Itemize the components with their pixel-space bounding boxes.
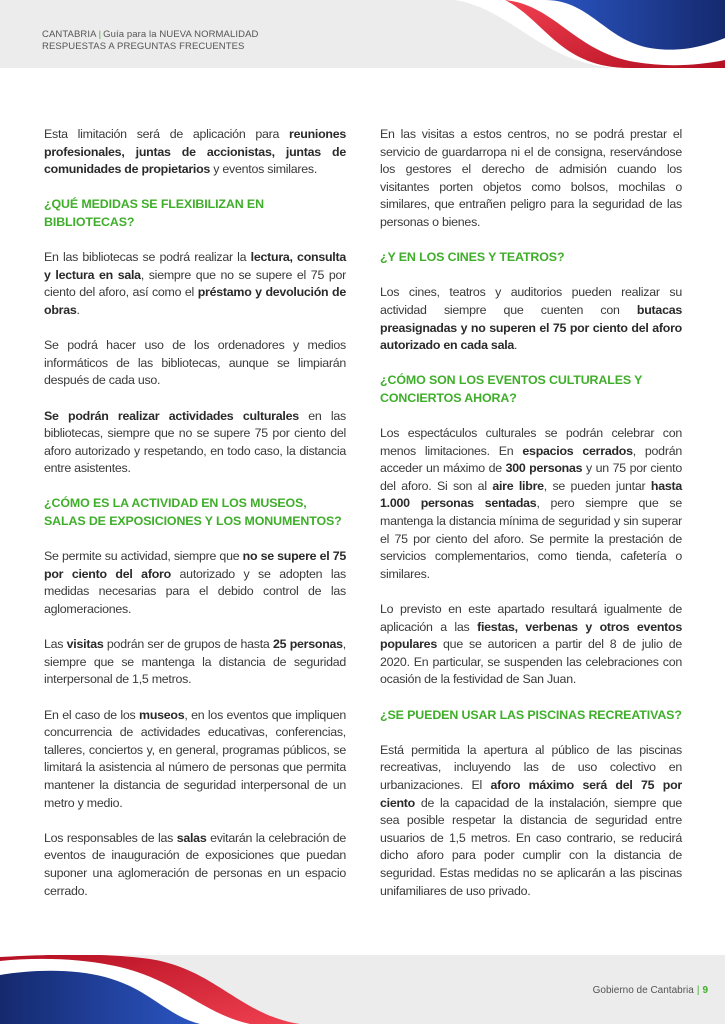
section-heading-cines-teatros: ¿Y EN LOS CINES Y TEATROS? <box>380 250 565 265</box>
paragraph: Esta limitación será de aplicación para reuniones profesionales, juntas de accionistas, juntas de comunidades de propietarios y eventos similares. <box>44 127 346 177</box>
header-subtitle: RESPUESTAS A PREGUNTAS FRECUENTES <box>42 41 245 52</box>
header-guide-title: Guía para la NUEVA NORMALIDAD <box>103 29 259 40</box>
left-column <box>44 126 346 918</box>
paragraph: En el caso de los museos, en los eventos que impliquen concurrencia de actividades educativas, conferencias, talleres, conciertos y, en general, programas públicos, se limitará la asistencia al número de personas que permita mantener la distancia de seguridad interpersonal de un metro y medio. <box>44 707 346 810</box>
header-brand: CANTABRIA <box>42 29 97 40</box>
paragraph: En las visitas a estos centros, no se podrá prestar el servicio de guardarropa ni el de consigna, reservándose los gestores el derecho de admisión cuando los visitantes porten objetos como bolsos, mochilas o similares, que entrañen peligro para la seguridad de las personas o bienes. <box>380 127 682 229</box>
paragraph: Los responsables de las salas evitarán la celebración de eventos de inauguración de exposiciones que puedan suponer una aglomeración de personas en un espacio cerrado. <box>44 830 346 898</box>
paragraph: Los cines, teatros y auditorios pueden realizar su actividad siempre que cuenten con butacas preasignadas y no superen el 75 por ciento del aforo autorizado en cada sala. <box>380 285 682 353</box>
header-separator: | <box>98 29 102 40</box>
paragraph: Los espectáculos culturales se podrán celebrar con menos limitaciones. En espacios cerrados, podrán acceder un máximo de 300 personas y un 75 por ciento del aforo. Si son al aire libre, se pueden juntar hasta 1.000 personas sentadas, pero siempre que se mantenga la distancia mínima de seguridad y sin superar el 75 por ciento del aforo. Se permite la prestación de servicios complementarios, como tienda, cafetería o similares. <box>380 426 683 581</box>
section-heading-museos: ¿CÓMO ES LA ACTIVIDAD EN LOS MUSEOS, SALAS DE EXPOSICIONES Y LOS MONUMENTOS? <box>44 496 342 529</box>
page-footer <box>0 955 725 1024</box>
section-heading-bibliotecas: ¿QUÉ MEDIDAS SE FLEXIBILIZAN EN BIBLIOTECAS? <box>44 197 264 229</box>
page-number: 9 <box>702 985 708 996</box>
header-flag-wave-decoration <box>395 0 725 68</box>
paragraph: Las visitas podrán ser de grupos de hasta 25 personas, siempre que se mantenga la distancia de seguridad interpersonal de 1,5 metros. <box>44 637 346 687</box>
right-column <box>380 126 682 918</box>
header-text <box>42 29 258 53</box>
section-heading-piscinas: ¿SE PUEDEN USAR LAS PISCINAS RECREATIVAS? <box>380 707 682 722</box>
section-heading-eventos-culturales: ¿CÓMO SON LOS EVENTOS CULTURALES Y CONCIERTOS AHORA? <box>380 373 643 405</box>
paragraph: Lo previsto en este apartado resultará igualmente de aplicación a las fiestas, verbenas y otros eventos populares que se autoricen a partir del 8 de julio de 2020. En particular, se suspenden las celebraciones con ocasión de la festividad de San Juan. <box>380 602 682 687</box>
footer-org-name: Gobierno de Cantabria <box>592 985 694 996</box>
footer-flag-wave-decoration <box>0 955 330 1024</box>
page-header <box>0 0 725 68</box>
footer-text <box>593 985 708 996</box>
paragraph: Está permitida la apertura al público de las piscinas recreativas, incluyendo las de uso colectivo en urbanizaciones. El aforo máximo será del 75 por ciento de la capacidad de la instalación, siempre que sea posible respetar la distancia de seguridad entre usuarios de 1,5 metros. En caso contrario, se reducirá dicho aforo para poder cumplir con la distancia de seguridad. Estas medidas no se aplicarán a las piscinas unifamiliares de uso privado. <box>380 742 682 898</box>
paragraph: Se podrá hacer uso de los ordenadores y medios informáticos de las bibliotecas, aunque se limpiarán después de cada uso. <box>44 338 346 388</box>
paragraph: Se permite su actividad, siempre que no se supere el 75 por ciento del aforo autorizado y se adopten las medidas necesarias para el debido control de las aglomeraciones. <box>44 549 346 617</box>
footer-separator: | <box>696 985 700 996</box>
paragraph: En las bibliotecas se podrá realizar la lectura, consulta y lectura en sala, siempre que no se supere el 75 por ciento del aforo, así como el préstamo y devolución de obras. <box>44 250 347 317</box>
paragraph: Se podrán realizar actividades culturales en las bibliotecas, siempre que no se supere 75 por ciento del aforo autorizado y respetando, en todo caso, la distancia entre asistentes. <box>44 408 346 476</box>
